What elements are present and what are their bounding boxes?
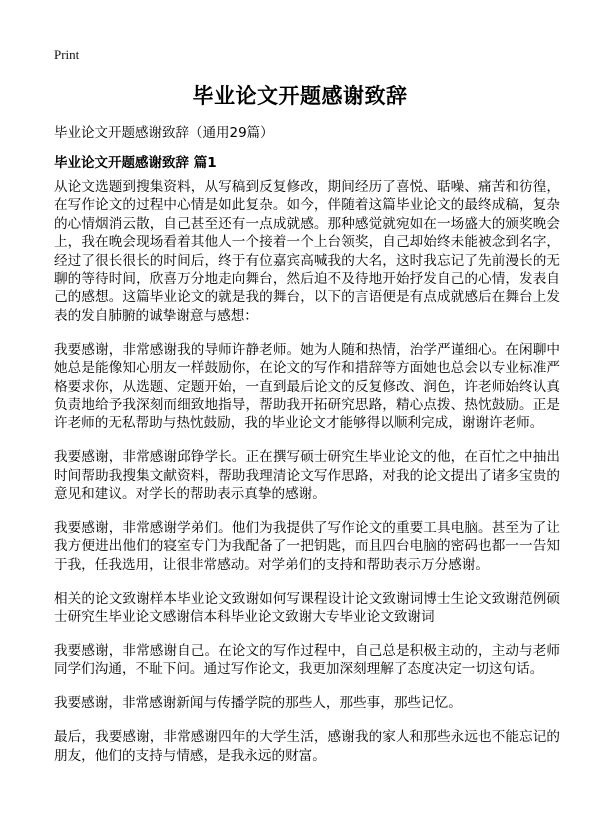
- paragraph-thanks-juniors: 我要感谢，非常感谢学弟们。他们为我提供了写作论文的重要工具电脑。甚至为了让我方便进出他们的寝室专门为我配备了一把钥匙，而且四台电脑的密码也都一一告知于我，任我选用，让很非常感动。对学弟们的支持和帮助表示万分感谢。: [54, 520, 560, 573]
- paragraph-thanks-self: 我要感谢，非常感谢自己。在论文的写作过程中，自己总是积极主动的，主动与老师同学们沟通，不耻下问。通过写作论文，我更加深刻理解了态度决定一切这句话。: [54, 643, 560, 678]
- paragraph-intro: 从论文选题到搜集资料，从写稿到反复修改，期间经历了喜悦、聒噪、痛苦和彷徨，在写作论文的过程中心情是如此复杂。如今，伴随着这篇毕业论文的最终成稿，复杂的心情烟消云散，自己甚至还有一点成就感。那种感觉就宛如在一场盛大的颁奖晚会上，我在晚会现场看着其他人一个接着一个上台领奖，自己却始终未能被念到名字，经过了很长很长的时间后，终于有位嘉宾高喊我的大名，这时我忘记了先前漫长的无聊的等待时间，欣喜万分地走向舞台，然后迫不及待地开始抒发自己的心情，发表自己的感想。这篇毕业论文的就是我的舞台，以下的言语便是有点成就感后在舞台上发表的发自肺腑的诚挚谢意与感想：: [54, 179, 560, 324]
- document-subtitle: 毕业论文开题感谢致辞（通用29篇）: [54, 125, 274, 141]
- section-heading: 毕业论文开题感谢致辞 篇1: [54, 155, 217, 171]
- document-body: [54, 178, 560, 781]
- paragraph-thanks-school: 我要感谢，非常感谢新闻与传播学院的那些人，那些事，那些记忆。: [54, 695, 462, 712]
- paragraph-thanks-advisor: 我要感谢，非常感谢我的导师许静老师。她为人随和热情，治学严谨细心。在闲聊中她总是能像知心朋友一样鼓励你，在论文的写作和措辞等方面她也总会以专业标准严格要求你，从选题、定题开始，一直到最后论文的反复修改、润色，许老师始终认真负责地给予我深刻而细致地指导，帮助我开拓研究思路，精心点拨、热忱鼓励。正是许老师的无私帮助与热忱鼓励，我的毕业论文才能够得以顺利完成，谢谢许老师。: [54, 341, 560, 432]
- paragraph-thanks-senior: 我要感谢，非常感谢邱铮学长。正在撰写硕士研究生毕业论文的他，在百忙之中抽出时间帮助我搜集文献资料，帮助我理清论文写作思路，对我的论文提出了诸多宝贵的意见和建议。对学长的帮助表示真挚的感谢。: [54, 449, 560, 503]
- paragraph-thanks-family: 最后，我要感谢，非常感谢四年的大学生活，感谢我的家人和那些永远也不能忘记的朋友，他们的支持与情感，是我永远的财富。: [54, 729, 560, 764]
- page-title: 毕业论文开题感谢致辞: [192, 84, 408, 108]
- related-links[interactable]: 相关的论文致谢样本毕业论文致谢如何写课程设计论文致谢词博士生论文致谢范例硕士研究生毕业论文感谢信本科毕业论文致谢大专毕业论文致谢词: [54, 590, 560, 626]
- print-label[interactable]: Print: [54, 47, 80, 62]
